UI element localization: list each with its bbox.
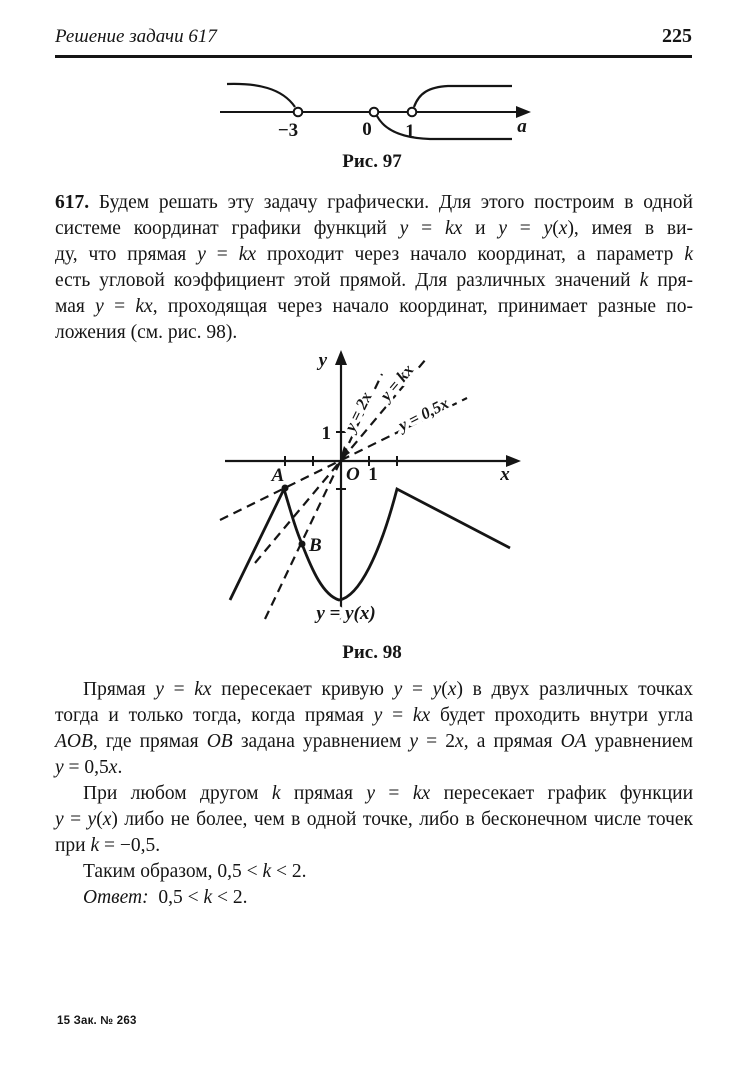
body-text: . [117,757,123,778]
text-line [55,859,693,885]
body-text: ду, что прямая [55,244,198,265]
math-text: y [95,296,104,317]
body-text: , проходящая через начало координат, принимает разные по- [152,296,693,317]
label-line-2x: y = 2x [340,388,376,435]
curve-branch-upper-right [414,86,512,107]
body-text: при [55,835,91,856]
text-line [55,781,693,807]
paragraph-block [55,859,693,885]
text-line [55,807,693,833]
body-text: уравнением [586,731,693,752]
x-unit-label: 1 [368,464,378,485]
body-text: < 2. [271,861,307,882]
body-text: Таким образом, 0,5 < [83,861,263,882]
math-text: 617. [55,192,90,213]
open-circle-1 [407,108,416,117]
tick-label-0: 0 [361,119,372,140]
math-text: kx [412,783,431,804]
math-text: k [271,783,281,804]
tick-label-1: 1 [404,121,415,142]
imprint: 15 Зак. № 263 [57,1015,137,1027]
math-text: k [639,270,649,291]
figure-97-drawing [200,67,545,149]
body-text: ( [96,809,103,830]
figure-97 [0,67,744,173]
curve-branch-left [227,84,295,107]
y-axis-arrowhead [335,350,347,365]
curve-y-of-x [230,489,510,600]
x-axis-label: x [500,464,510,485]
body-text: системе координат графики функций [55,218,400,239]
math-text: y [373,705,383,726]
body-text: = 0,5 [63,757,109,778]
body-text: = 2 [418,731,456,752]
math-text: kx [238,244,257,265]
math-text: y [197,244,206,265]
axis-label-a: a [516,116,527,137]
text-line [55,833,693,859]
math-text: k [90,835,100,856]
y-axis-label: y [318,350,327,371]
page-number: 225 [662,25,692,47]
math-text: y [543,218,553,239]
math-text: x [102,809,112,830]
paragraph-block [55,677,693,781]
body-text: ( [552,218,559,239]
body-text: Прямая [83,679,156,700]
math-text: y [155,679,164,700]
body-text: При любом другом [83,783,272,804]
page-header [55,25,692,58]
body-text: задана уравнением [232,731,410,752]
figure-98 [0,348,744,664]
math-text: y [399,218,409,239]
math-text: kx [194,679,212,700]
body-text: мая [55,296,96,317]
math-text: k [203,887,213,908]
body-text: = [375,783,413,804]
figure-98-drawing [192,348,552,636]
math-text: AOB [55,731,93,752]
paragraph-block [55,190,693,346]
text-line [55,190,693,216]
body-text: < 2. [212,887,248,908]
body-text: пересекает график функции [430,783,694,804]
body-text: ) либо не более, чем в одной точке, либо в бесконечном числе точек [111,809,693,830]
body-text: пря- [648,270,693,291]
body-text: ложения (см. рис. 98). [55,322,238,343]
y-unit-label: 1 [321,423,331,444]
body-text: Будем решать эту задачу графически. Для этого построим в одной [89,192,693,213]
running-title: Решение задачи 617 [55,26,217,47]
math-text: kx [444,218,463,239]
body-text: прямая [280,783,367,804]
math-text: y [409,731,419,752]
math-text: k [684,244,693,265]
body-text: будет проходить внутри угла [430,705,693,726]
body-text: и [462,218,499,239]
math-text: y [55,757,64,778]
math-text: y [87,809,97,830]
body-text: проходит через начало координат, а параметр [256,244,685,265]
text-line [55,729,693,755]
point-b-label: B [309,535,322,556]
origin-label: O [346,464,360,485]
figure-97-caption: Рис. 97 [342,151,402,172]
body-text: пересекает кривую [211,679,394,700]
body-text: = [163,679,195,700]
point-b [299,541,306,548]
math-text: kx [412,705,431,726]
text-line [55,268,693,294]
body-text: = [103,296,136,317]
body-text: = [63,809,88,830]
body-text: = [408,218,445,239]
body-text: ) в двух различных точках [456,679,694,700]
label-line-05x: y = 0,5x [395,393,452,435]
paragraph-block [55,781,693,859]
text-line [55,320,693,346]
text-line [55,216,693,242]
math-text: y [366,783,375,804]
body-text: = −0,5. [99,835,161,856]
body-text: ( [441,679,448,700]
body-text: , а прямая [463,731,561,752]
body-text: ), имея в ви- [567,218,694,239]
label-line-kx: y = kx [376,360,418,405]
body-text: 0,5 < [158,887,204,908]
math-text: y [432,679,442,700]
math-text: x [108,757,118,778]
text-line [55,755,693,781]
math-text: y [55,809,64,830]
open-circle-0 [369,108,378,117]
body-text: , где прямая [92,731,207,752]
body-text: = [382,705,413,726]
math-text: x [447,679,457,700]
math-text: y [498,218,507,239]
text-line [55,677,693,703]
math-text: Ответ: [83,887,159,908]
curve-label: y = y(x) [316,603,376,624]
text-line [55,242,693,268]
body-text: = [205,244,239,265]
tick-label-minus-3: −3 [277,120,298,141]
text-line [55,885,693,911]
body-text: = [402,679,433,700]
body-text: = [506,218,544,239]
math-text: OB [206,731,233,752]
point-a-label: A [271,465,285,486]
curve-branch-lower-right [377,116,512,139]
open-circle-minus-3 [293,108,302,117]
math-text: y [393,679,403,700]
body-text: есть угловой коэффициент этой прямой. Для различных значений [55,270,640,291]
paragraph-block [55,885,693,911]
math-text: x [455,731,464,752]
body-text: тогда и только тогда, когда прямая [55,705,374,726]
math-text: OA [560,731,587,752]
text-line [55,294,693,320]
figure-98-caption: Рис. 98 [342,642,402,663]
math-text: k [262,861,272,882]
math-text: kx [135,296,153,317]
math-text: x [558,218,568,239]
text-line [55,703,693,729]
